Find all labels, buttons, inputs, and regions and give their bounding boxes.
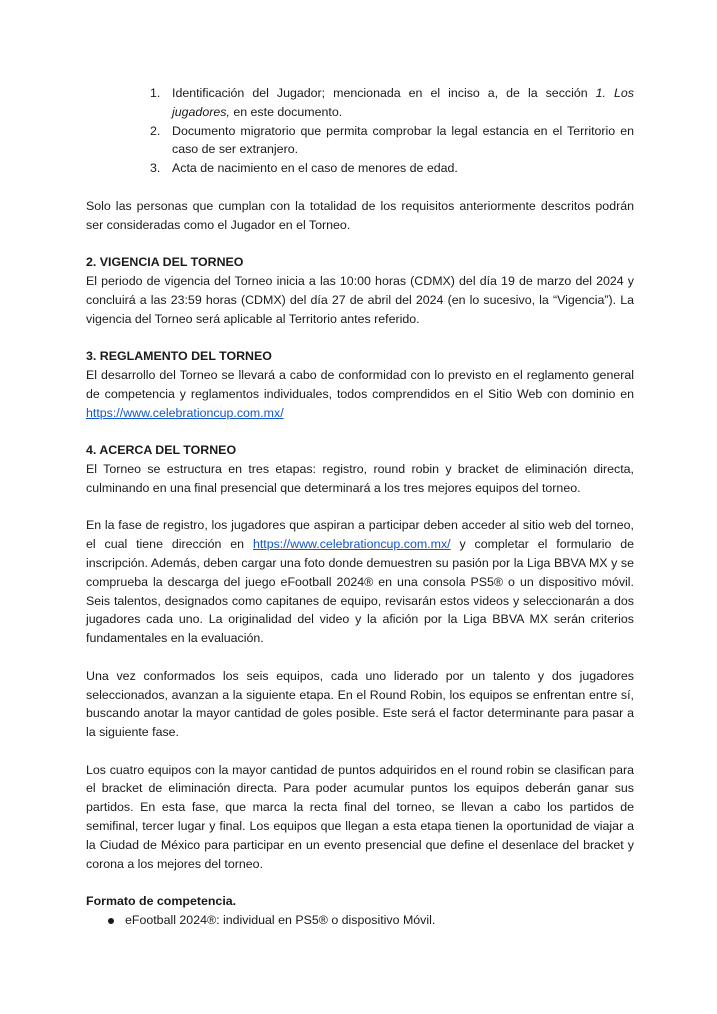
website-link[interactable]: https://www.celebrationcup.com.mx/ xyxy=(86,405,284,420)
registro-text: En la fase de registro, los jugadores que aspiran a participar deben acceder al sitio web del torneo, el cual tiene dirección en xyxy=(86,518,634,552)
section-heading-vigencia: 2. VIGENCIA DEL TORNEO xyxy=(86,255,244,270)
page-content xyxy=(86,84,634,930)
list-number: 2. xyxy=(150,123,161,138)
list-number: 1. xyxy=(150,86,161,100)
item-text: Acta de nacimiento en el caso de menores de edad. xyxy=(172,161,458,176)
list-item xyxy=(86,159,634,178)
section-body-reglamento xyxy=(86,366,634,422)
acerca-paragraph-4: Los cuatro equipos con la mayor cantidad de puntos adquiridos en el round robin se clasifican para el bracket de eliminación directa. Para poder acumular puntos los equipos deberán ganar sus partidos. En esta fase, que marca la recta final del torneo, se llevan a cabo los partidos de semifinal, tercer lugar y final. Los equipos que llegan a esta etapa tienen la oportunidad de viajar a la Ciudad de México para participar en un evento presencial que define el desenlace del bracket y corona a los mejores del torneo. xyxy=(86,762,634,871)
format-heading: Formato de competencia. xyxy=(86,894,237,909)
acerca-paragraph-3: Una vez conformados los seis equipos, cada uno liderado por un talento y dos jugadores seleccionados, avanzan a la siguiente etapa. En el Round Robin, los equipos se enfrentan entre sí, buscando anotar la mayor cantidad de goles posible. Este será el factor determinante para pasar a la siguiente fase. xyxy=(86,668,634,740)
item-text-tail: en este documento. xyxy=(229,104,343,119)
acerca-paragraph-1: El Torneo se estructura en tres etapas: registro, round robin y bracket de eliminación directa, culminando en una final presencial que determinará a los tres mejores equipos del torneo. xyxy=(86,461,634,495)
reglamento-text: El desarrollo del Torneo se llevará a cabo de conformidad con lo previsto en el reglamento general de competencia y reglamentos individuales, todos comprendidos en el Sitio Web con dominio en xyxy=(86,367,634,401)
section-body-vigencia: El periodo de vigencia del Torneo inicia a las 10:00 horas (CDMX) del día 19 de marzo del 2024 y concluirá a las 23:59 horas (CDMX) del día 27 de abril del 2024 (en lo sucesivo, la “Vigencia”). La vigencia del Torneo será aplicable al Territorio antes referido. xyxy=(86,273,634,326)
list-item xyxy=(86,84,634,122)
item-text: Documento migratorio que permita comprobar la legal estancia en el Territorio en caso de ser extranjero. xyxy=(172,123,634,157)
website-link-registro[interactable]: https://www.celebrationcup.com.mx/ xyxy=(252,537,451,552)
list-number: 3. xyxy=(150,161,161,176)
list-item xyxy=(86,122,634,160)
format-item-text: eFootball 2024®: individual en PS5® o dispositivo Móvil. xyxy=(125,913,436,928)
section-heading-reglamento: 3. REGLAMENTO DEL TORNEO xyxy=(86,349,272,364)
bullet-icon xyxy=(108,918,114,924)
requirements-note: Solo las personas que cumplan con la totalidad de los requisitos anteriormente descritos podrán ser consideradas como el Jugador en el Torneo. xyxy=(86,198,634,232)
section-heading-acerca: 4. ACERCA DEL TORNEO xyxy=(86,443,237,458)
registro-text-tail: y completar el formulario de inscripción. Además, deben cargar una foto donde demuestren su pasión por la Liga BBVA MX y se comprueba la descarga del juego eFootball 2024® en una consola PS5® o un dispositivo móvil. Seis talentos, designados como capitanes de equipo, revisarán estos videos y seleccionarán a dos jugadores cada uno. La originalidad del video y la afición por la Liga BBVA MX serán criterios fundamentales en la evaluación. xyxy=(86,537,635,646)
item-text: Identificación del Jugador; mencionada en el inciso a, de la sección xyxy=(172,86,596,100)
requirements-list xyxy=(86,84,634,178)
list-item xyxy=(86,911,634,930)
item-italic-ref: 1. Los jugadores, xyxy=(172,86,634,119)
format-list xyxy=(86,911,634,930)
acerca-paragraph-2 xyxy=(86,516,634,648)
